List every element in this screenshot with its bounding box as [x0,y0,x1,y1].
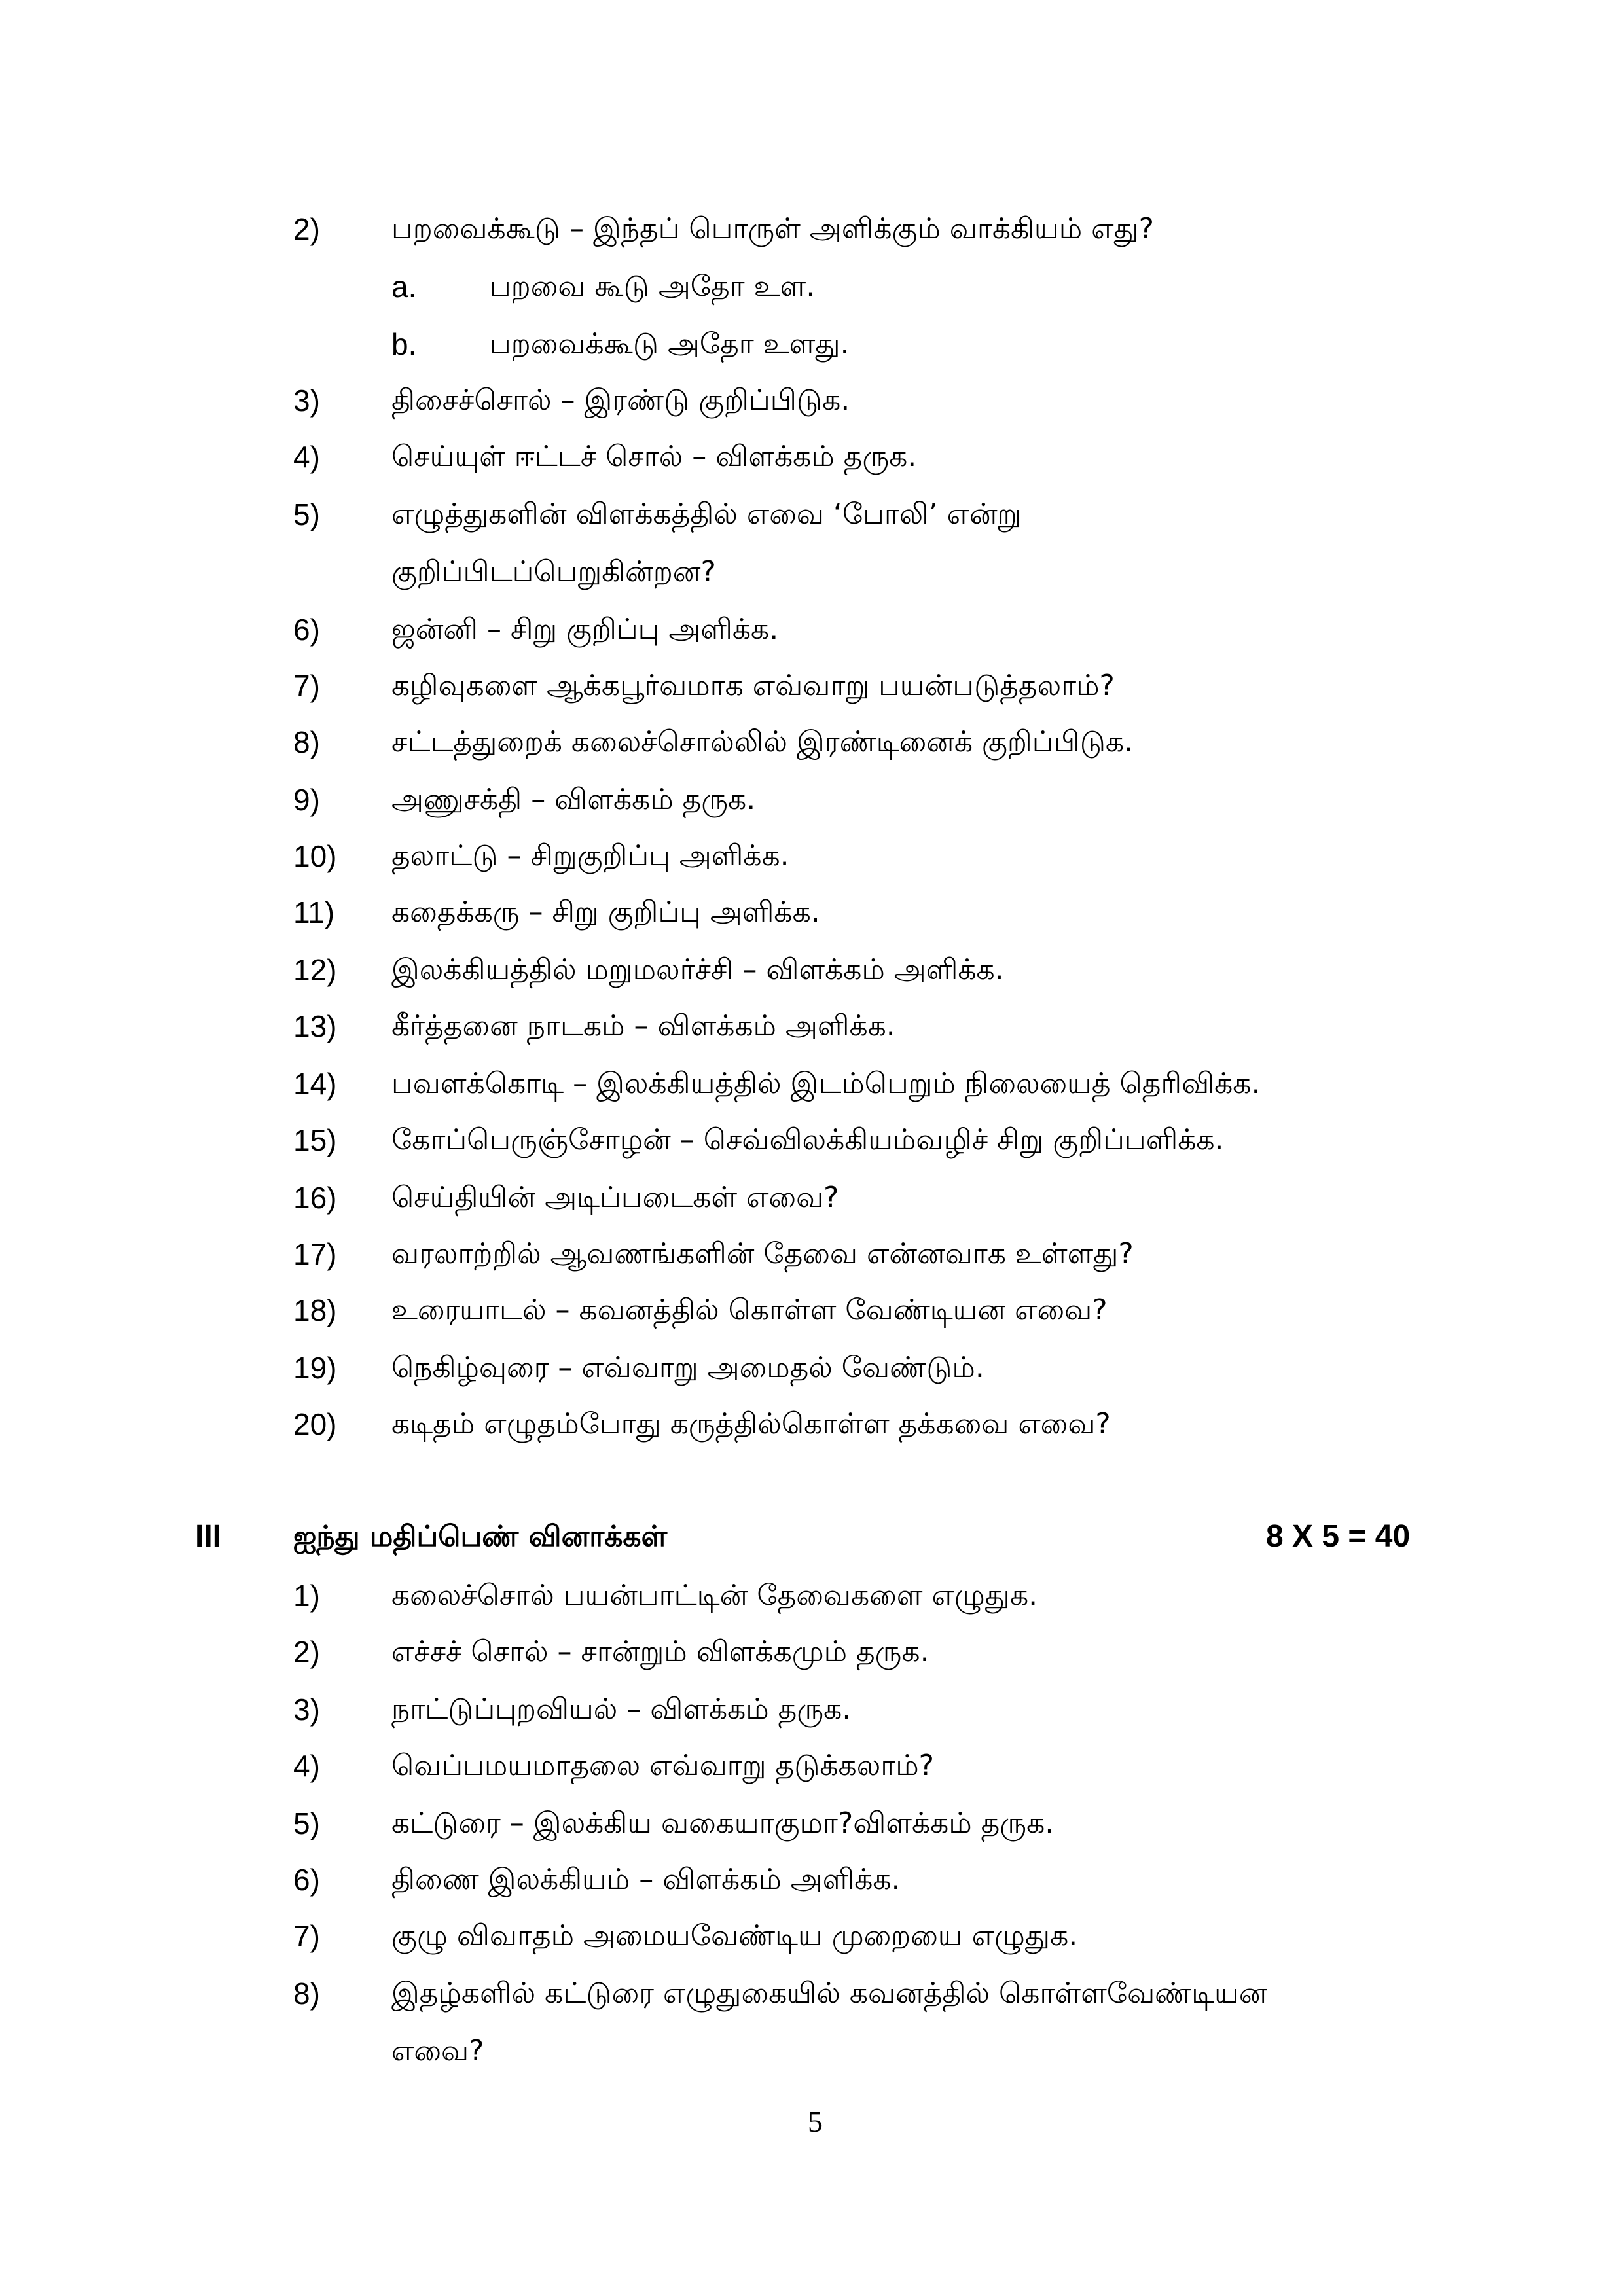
question-text: திசைச்சொல் – இரண்டு குறிப்பிடுக. [391,384,850,417]
question-number: 13) [293,1009,337,1043]
question-text: கீர்த்தனை நாடகம் – விளக்கம் அளிக்க. [391,1009,895,1043]
question-number: 2) [293,1635,320,1669]
question-number: 4) [293,440,320,474]
question-number: 7) [293,1919,320,1953]
question-number: 7) [293,669,320,703]
question-text: பறவைக்கூடு – இந்தப் பொருள் அளிக்கும் வாக்கியம் எது? [391,212,1154,245]
option-text: பறவைக்கூடு அதோ உளது. [490,327,850,361]
question-text: இதழ்களில் கட்டுரை எழுதுகையில் கவனத்தில் கொள்ளவேண்டியன [391,1977,1267,2010]
question-number: 5) [293,1806,320,1840]
question-number: 3) [293,384,320,418]
section-marks: 8 X 5 = 40 [1266,1519,1411,1554]
question-text: நாட்டுப்புறவியல் – விளக்கம் தருக. [391,1693,852,1726]
question-number: 15) [293,1123,337,1157]
question-number: 1) [293,1579,320,1613]
question-number: 9) [293,783,320,817]
option-label: a. [391,270,417,304]
question-text: கதைக்கரு – சிறு குறிப்பு அளிக்க. [391,895,820,929]
question-number: 6) [293,613,320,647]
question-text: சட்டத்துறைக் கலைச்சொல்லில் இரண்டினைக் குறிப்பிடுக. [391,725,1133,759]
question-text: கட்டுரை – இலக்கிய வகையாகுமா?விளக்கம் தருக. [391,1806,1055,1840]
question-number: 16) [293,1181,337,1215]
question-text: கலைச்சொல் பயன்பாட்டின் தேவைகளை எழுதுக. [391,1579,1038,1612]
question-number: 8) [293,725,320,759]
question-text: நெகிழ்வுரை – எவ்வாறு அமைதல் வேண்டும். [391,1351,984,1384]
question-text: எழுத்துகளின் விளக்கத்தில் எவை ‘போலி’ என்று [391,497,1022,531]
question-text: செய்யுள் ஈட்டச் சொல் – விளக்கம் தருக. [391,440,917,473]
question-number: 8) [293,1977,320,2011]
question-text: கடிதம் எழுதம்போது கருத்தில்கொள்ள தக்கவை எவை? [391,1407,1111,1441]
question-number: 6) [293,1863,320,1897]
question-number: 19) [293,1351,337,1385]
question-number: 4) [293,1749,320,1783]
question-text-continued: எவை? [391,2034,484,2068]
question-number: 5) [293,497,320,531]
question-number: 18) [293,1293,337,1327]
question-text-continued: குறிப்பிடப்பெறுகின்றன? [391,555,716,588]
option-text: பறவை கூடு அதோ உள. [490,270,816,303]
question-text: வெப்பமயமாதலை எவ்வாறு தடுக்கலாம்? [391,1749,934,1782]
question-text: குழு விவாதம் அமையவேண்டிய முறையை எழுதுக. [391,1919,1078,1952]
option-label: b. [391,327,417,361]
question-number: 12) [293,953,337,987]
question-number: 10) [293,839,337,873]
question-text: பவளக்கொடி – இலக்கியத்தில் இடம்பெறும் நிலையைத் தெரிவிக்க. [391,1067,1261,1100]
question-number: 17) [293,1237,337,1271]
section-numeral: III [195,1519,222,1554]
question-text: எச்சச் சொல் – சான்றும் விளக்கமும் தருக. [391,1635,929,1668]
question-text: வரலாற்றில் ஆவணங்களின் தேவை என்னவாக உள்ளது? [391,1237,1134,1270]
question-text: உரையாடல் – கவனத்தில் கொள்ள வேண்டியன எவை? [391,1293,1108,1327]
question-text: கழிவுகளை ஆக்கபூர்வமாக எவ்வாறு பயன்படுத்தலாம்? [391,669,1115,702]
question-text: தலாட்டு – சிறுகுறிப்பு அளிக்க. [391,839,789,872]
page-number: 5 [808,2105,823,2138]
question-text: திணை இலக்கியம் – விளக்கம் அளிக்க. [391,1863,901,1896]
question-text: கோப்பெருஞ்சோழன் – செவ்விலக்கியம்வழிச் சிறு குறிப்பளிக்க. [391,1123,1224,1157]
question-number: 20) [293,1407,337,1441]
question-number: 2) [293,212,320,246]
question-text: அணுசக்தி – விளக்கம் தருக. [391,783,756,816]
question-number: 3) [293,1693,320,1727]
question-number: 14) [293,1067,337,1101]
question-text: செய்தியின் அடிப்படைகள் எவை? [391,1181,839,1214]
section-title: ஐந்து மதிப்பெண் வினாக்கள் [293,1520,668,1553]
question-text: இலக்கியத்தில் மறுமலர்ச்சி – விளக்கம் அளிக்க. [391,953,1004,986]
question-number: 11) [293,895,335,929]
question-text: ஜன்னி – சிறு குறிப்பு அளிக்க. [391,613,779,646]
